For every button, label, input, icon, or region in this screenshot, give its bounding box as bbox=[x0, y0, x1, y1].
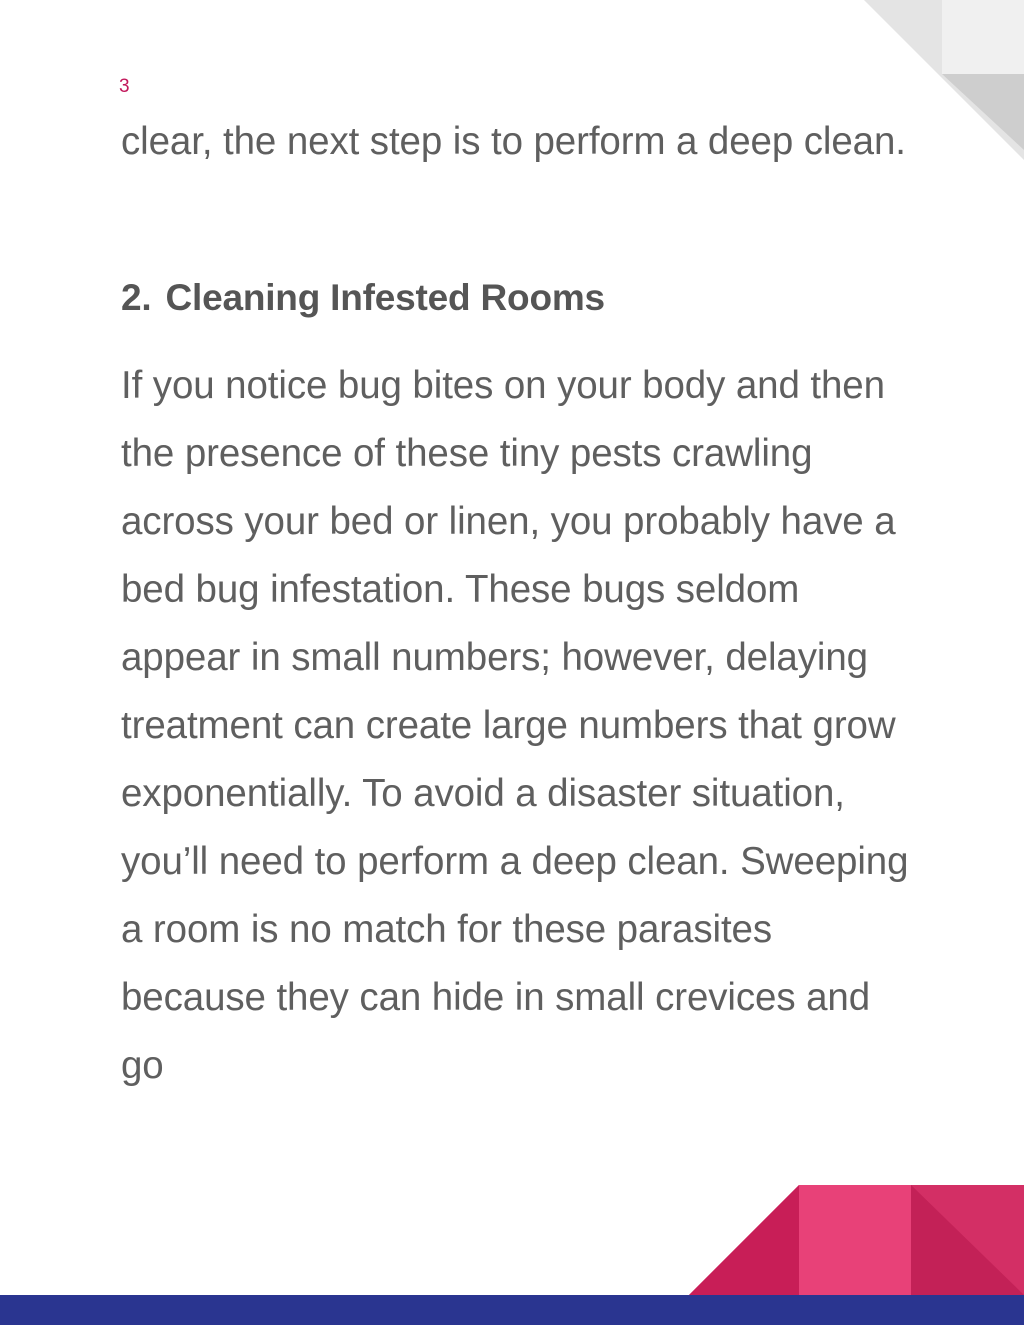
intro-text: clear, the next step is to perform a deep clean. bbox=[121, 120, 906, 163]
section-heading bbox=[121, 274, 605, 322]
body-paragraph: If you notice bug bites on your body and then the presence of these tiny pests crawling across your bed or linen, you probably have a bed bug infestation. These bugs seldom appear in small numbers; however, delaying treatment can create large numbers that grow exponentially. To avoid a disaster situation, you’ll need to perform a deep clean. Sweeping a room is no match for these parasites because they can hide in small crevices and go bbox=[121, 364, 909, 1087]
page-number: 3 bbox=[119, 76, 130, 97]
section-title: Cleaning Infested Rooms bbox=[165, 277, 605, 318]
footer-bar bbox=[0, 1295, 1024, 1325]
section-number: 2. bbox=[121, 277, 152, 318]
bottom-right-corner-decoration bbox=[689, 1185, 1024, 1295]
